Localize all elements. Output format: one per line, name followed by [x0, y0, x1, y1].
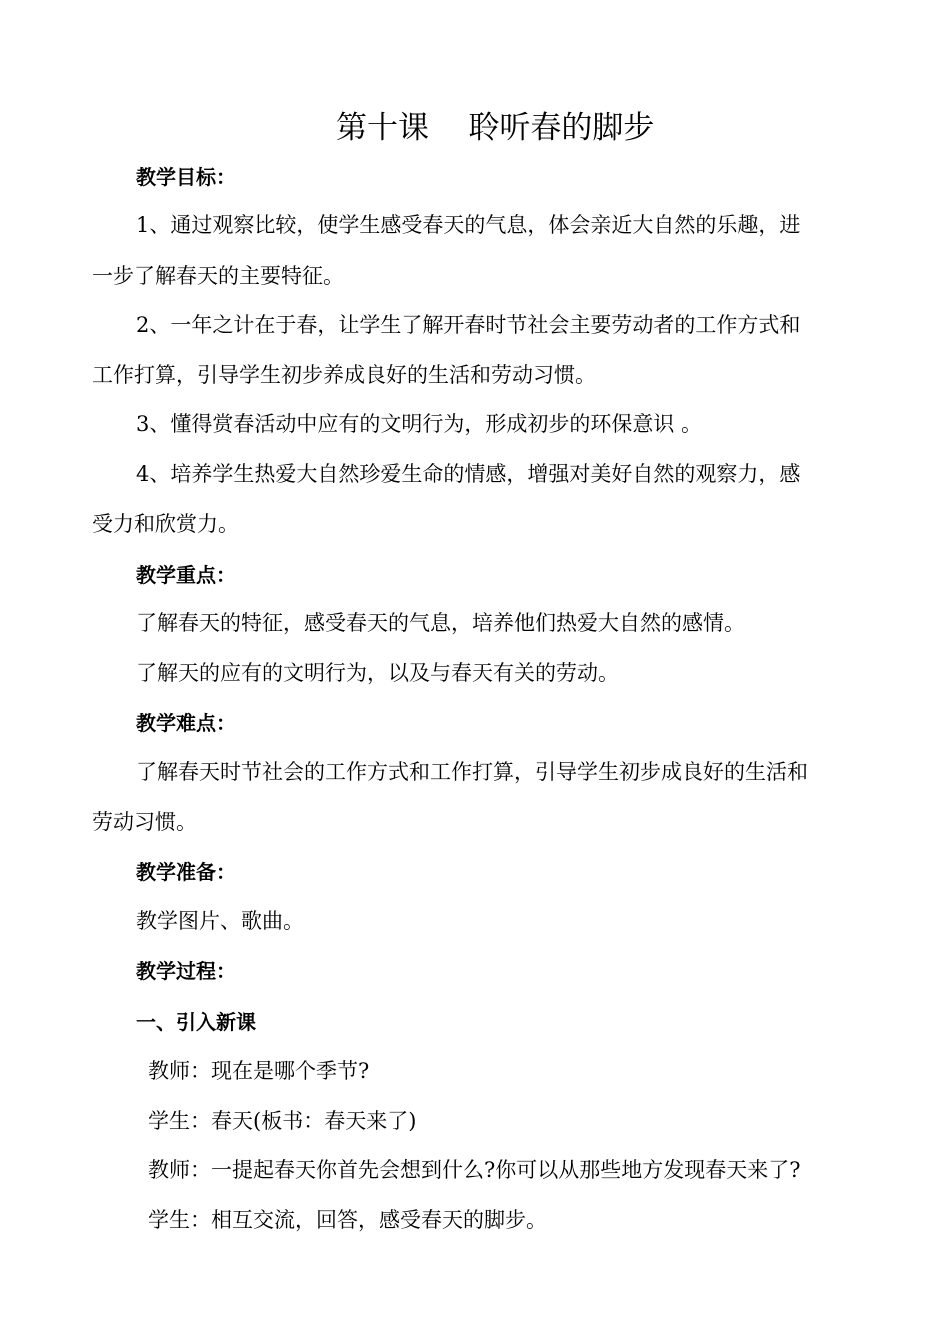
- dialog-line: 学生：相互交流，回答，感受春天的脚步。: [148, 1208, 547, 1232]
- page-title: 第十课 聆听春的脚步: [336, 110, 655, 146]
- goal-4-line-2: 受力和欣赏力。: [92, 512, 239, 536]
- dialog-line: 教师：现在是哪个季节?: [148, 1059, 370, 1083]
- difficulties-heading: 教学难点：: [136, 711, 236, 735]
- key-point-1: 了解春天的特征，感受春天的气息，培养他们热爱大自然的感情。: [136, 611, 745, 635]
- section-1-heading: 一、引入新课: [136, 1010, 256, 1034]
- difficulty-line-2: 劳动习惯。: [92, 810, 197, 834]
- goal-1-line-2: 一步了解春天的主要特征。: [92, 264, 344, 288]
- preparation-heading: 教学准备：: [136, 860, 236, 884]
- dialog-line: 学生：春天(板书：春天来了): [148, 1109, 417, 1133]
- goals-heading: 教学目标：: [136, 165, 236, 189]
- key-point-2: 了解天的应有的文明行为，以及与春天有关的劳动。: [136, 661, 619, 685]
- goal-2-line-1: 2、一年之计在于春，让学生了解开春时节社会主要劳动者的工作方式和: [136, 313, 801, 337]
- goal-2-line-2: 工作打算，引导学生初步养成良好的生活和劳动习惯。: [92, 363, 596, 387]
- difficulty-line-1: 了解春天时节社会的工作方式和工作打算，引导学生初步成良好的生活和: [136, 760, 808, 784]
- preparation-text: 教学图片、歌曲。: [136, 909, 304, 933]
- dialog-line: 教师：一提起春天你首先会想到什么?你可以从那些地方发现春天来了?: [148, 1158, 801, 1182]
- goal-4-line-1: 4、培养学生热爱大自然珍爱生命的情感，增强对美好自然的观察力，感: [136, 462, 801, 486]
- goal-1-line-1: 1、通过观察比较，使学生感受春天的气息，体会亲近大自然的乐趣，进: [136, 213, 801, 237]
- process-heading: 教学过程：: [136, 959, 236, 983]
- key-points-heading: 教学重点：: [136, 563, 236, 587]
- goal-3: 3、懂得赏春活动中应有的文明行为，形成初步的环保意识 。: [136, 412, 703, 436]
